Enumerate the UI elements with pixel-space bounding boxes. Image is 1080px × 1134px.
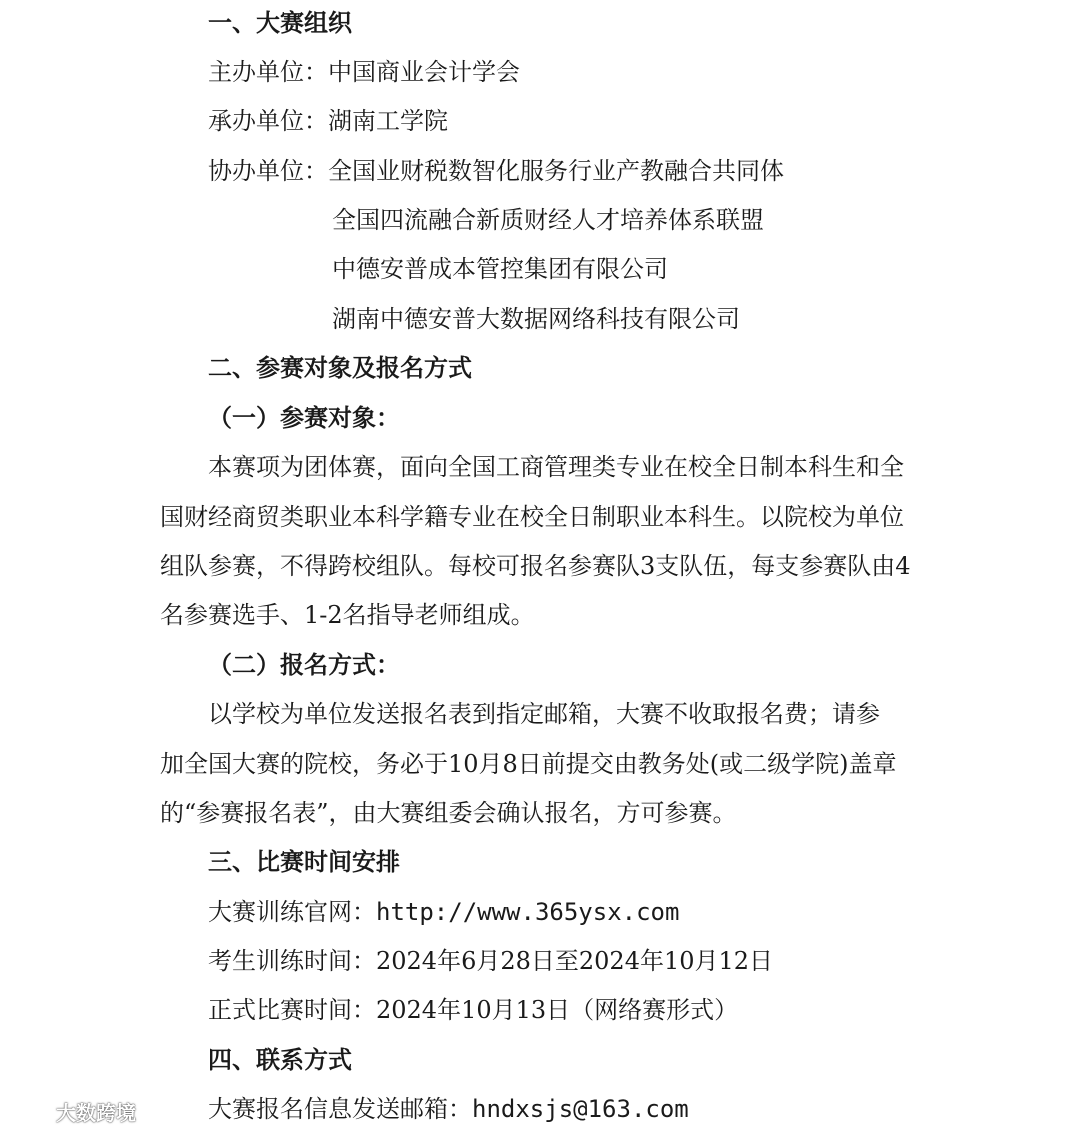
sub2-paragraph-line: 以学校为单位发送报名表到指定邮箱，大赛不收取报名费；请参 (208, 700, 880, 728)
website-link[interactable]: http://www.365ysx.com (376, 898, 680, 926)
sub2-paragraph-line: 加全国大赛的院校，务必于10月8日前提交由教务处(或二级学院)盖章 (160, 750, 897, 778)
sub1-paragraph-line: 组队参赛，不得跨校组队。每校可报名参赛队3支队伍，每支参赛队由4 (160, 552, 911, 580)
sub1-paragraph-line: 国财经商贸类职业本科学籍专业在校全日制职业本科生。以院校为单位 (160, 503, 904, 531)
section2-heading: 二、参赛对象及报名方式 (208, 354, 472, 382)
website-line (208, 897, 679, 927)
section1-heading: 一、大赛组织 (208, 9, 352, 37)
training-time-line: 考生训练时间：2024年6月28日至2024年10月12日 (208, 947, 774, 975)
section4-heading: 四、联系方式 (208, 1046, 352, 1074)
sub2-paragraph-line: 的“参赛报名表”，由大赛组委会确认报名，方可参赛。 (160, 799, 737, 827)
section3-heading: 三、比赛时间安排 (208, 848, 400, 876)
undertaker-line: 承办单位：湖南工学院 (208, 107, 448, 135)
co-organizer-line-4: 湖南中德安普大数据网络科技有限公司 (332, 305, 740, 333)
sub1-paragraph-line: 名参赛选手、1-2名指导老师组成。 (160, 601, 535, 629)
co-organizer-line-1: 协办单位：全国业财税数智化服务行业产教融合共同体 (208, 157, 784, 185)
email-label: 大赛报名信息发送邮箱： (208, 1095, 472, 1123)
watermark (10, 1097, 136, 1126)
email-line (208, 1094, 689, 1124)
email-address[interactable]: hndxsjs@163.com (472, 1095, 689, 1123)
competition-time-line: 正式比赛时间：2024年10月13日（网络赛形式） (208, 996, 739, 1024)
section2-sub2-heading: （二）报名方式： (208, 651, 400, 679)
watermark-text: 大数跨境 (56, 1101, 136, 1125)
co-organizer-line-3: 中德安普成本管控集团有限公司 (332, 255, 668, 283)
organizer-line: 主办单位：中国商业会计学会 (208, 58, 520, 86)
wechat-logo-icon (10, 1098, 50, 1126)
co-organizer-line-2: 全国四流融合新质财经人才培养体系联盟 (332, 206, 764, 234)
section2-sub1-heading: （一）参赛对象： (208, 404, 400, 432)
website-label: 大赛训练官网： (208, 898, 376, 926)
sub1-paragraph-line: 本赛项为团体赛，面向全国工商管理类专业在校全日制本科生和全 (208, 453, 904, 481)
